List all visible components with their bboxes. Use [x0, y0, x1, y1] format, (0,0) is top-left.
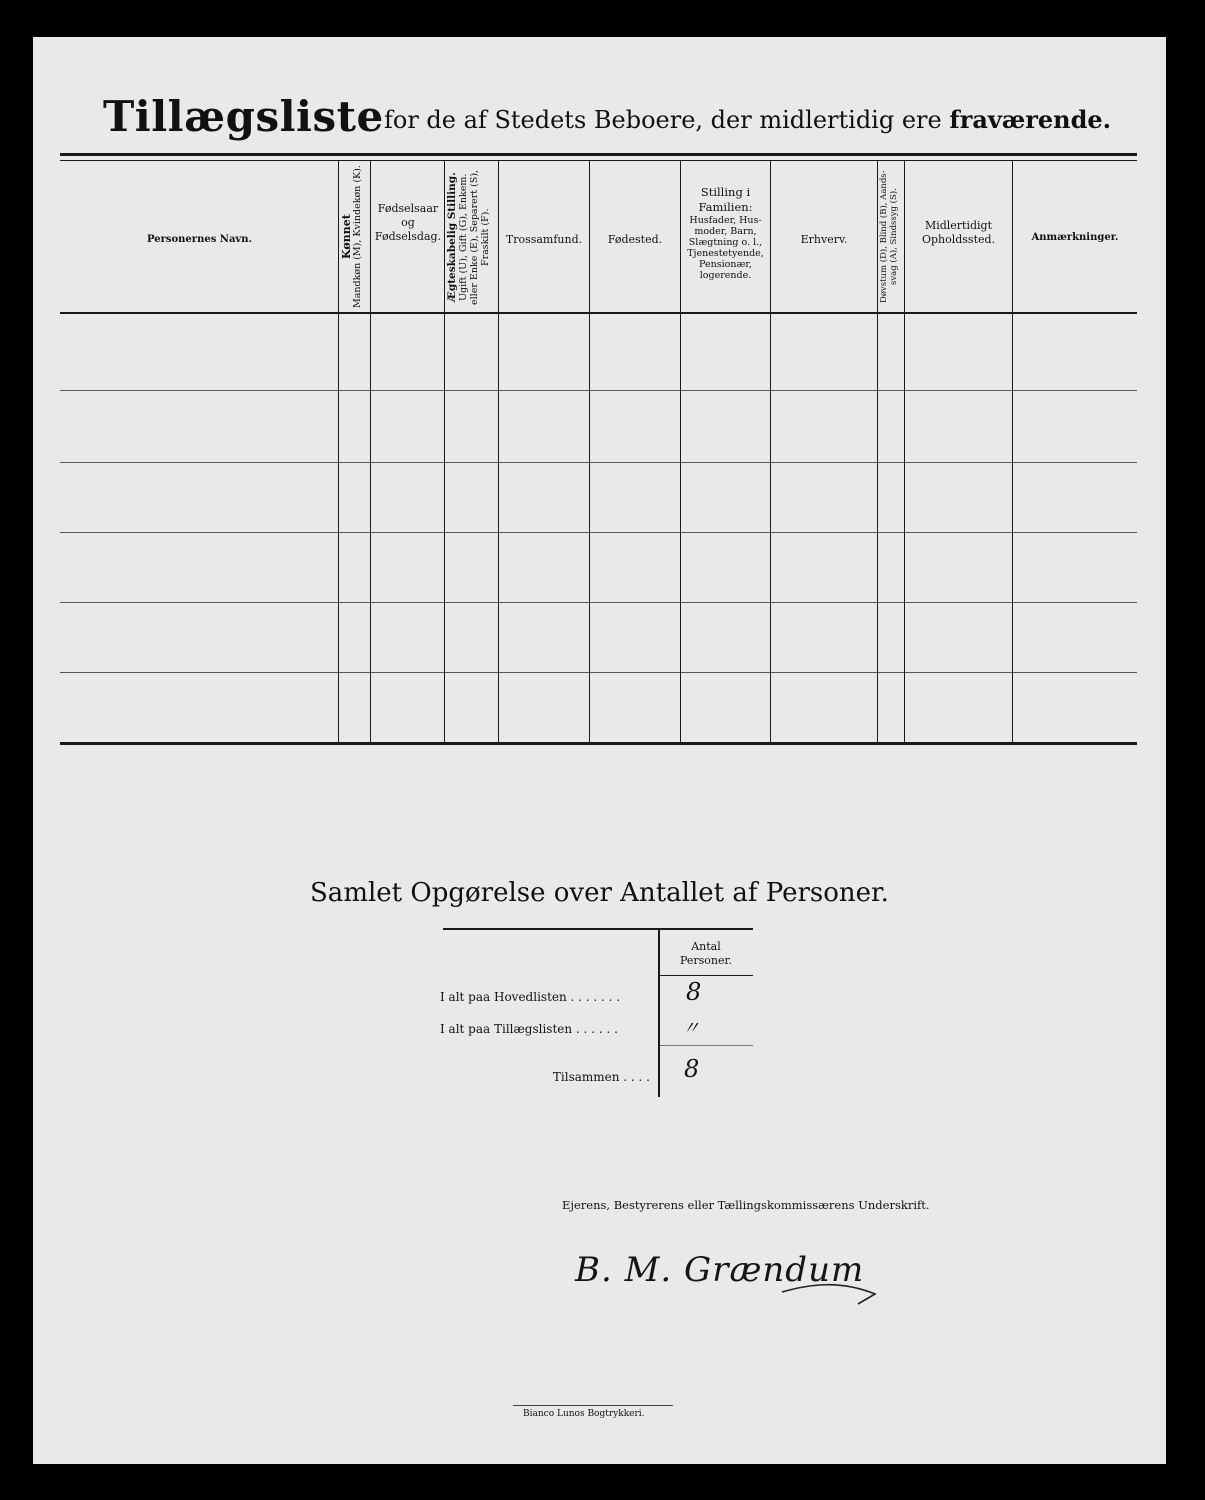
summary-top-rule [443, 928, 753, 930]
sex-header-line2: Mandkøn (M), Kvindekøn (K). [352, 165, 363, 309]
subtitle-bold: fraværende. [949, 105, 1112, 134]
column-divider [1012, 161, 1013, 743]
marital-header-line2: Ugift (U), Gift (G), Enkem. [458, 173, 469, 301]
column-divider [589, 161, 590, 743]
marital-header-line3: eller Enke (E), Separert (S), [469, 169, 480, 305]
family-header-line1: Stilling i [700, 185, 751, 199]
signature-flourish [780, 1270, 890, 1310]
birth-header-line1: Fødselsaar [377, 202, 439, 215]
family-header-line6: Tjenestetyende, [687, 248, 764, 259]
family-header-line2: Familien: [698, 200, 753, 214]
marital-header-line1: Ægteskabelig Stilling. [446, 172, 458, 302]
column-header-birthplace: Fødested. [607, 233, 663, 246]
signature-label: Ejerens, Bestyrerens eller Tællingskommissærens Underskrift. [562, 1198, 930, 1212]
summary-divider [658, 930, 660, 1097]
column-divider [370, 161, 371, 743]
table-top-rule [60, 153, 1137, 156]
summary-column-header [662, 940, 750, 968]
column-header-sex [341, 163, 369, 311]
printer-rule [513, 1405, 673, 1406]
family-header-line4: moder, Barn, [694, 226, 757, 237]
sex-header-line1: Kønnet [340, 214, 353, 260]
column-divider [444, 161, 445, 743]
table-row [60, 532, 1137, 533]
family-header-line5: Slægtning o. l., [688, 237, 763, 248]
birth-header-line3: Fødselsdag. [374, 230, 442, 243]
column-divider [877, 161, 878, 743]
form-title: Tillægsliste [103, 92, 384, 141]
summary-row-value: 8 [684, 1055, 700, 1083]
family-header-line3: Husfader, Hus- [689, 215, 762, 226]
table-top-thin-rule [60, 160, 1137, 161]
column-header-temp-residence [906, 219, 1011, 247]
summary-header-line2: Personer. [679, 954, 733, 967]
birth-header-line2: og [401, 216, 415, 229]
summary-row-label: I alt paa Tillægslisten . . . . . . [440, 1022, 618, 1036]
column-header-occupation: Erhverv. [800, 233, 848, 246]
column-header-birth [372, 202, 444, 244]
table-row [60, 672, 1137, 673]
table-row [60, 602, 1137, 603]
temp-header-line1: Midlertidigt [924, 219, 993, 232]
printer-name: Bianco Lunos Bogtrykkeri. [523, 1409, 645, 1419]
temp-header-line2: Opholdssted. [921, 233, 996, 246]
summary-row-value: 8 [686, 978, 702, 1006]
summary-row-value: 〃 [682, 1018, 700, 1039]
summary-title: Samlet Opgørelse over Antallet af Personer. [310, 878, 889, 908]
table-bottom-rule [60, 742, 1137, 745]
column-divider [904, 161, 905, 743]
column-header-remarks: Anmærkninger. [1031, 232, 1119, 243]
column-divider [498, 161, 499, 743]
table-row [60, 390, 1137, 391]
family-header-line8: logerende. [699, 270, 752, 281]
marital-header-line4: Fraskilt (F). [480, 208, 491, 266]
column-header-marital [446, 163, 497, 311]
column-header-family [682, 185, 769, 281]
table-row [60, 462, 1137, 463]
table-header-bottom-rule [60, 312, 1137, 314]
summary-header-rule [660, 975, 753, 976]
subtitle-plain: for de af Stedets Beboere, der midlertidig ere [384, 106, 942, 134]
disability-header-line2: svag (A), Sindssyg (S). [889, 188, 899, 286]
column-header-disability [879, 163, 903, 311]
family-header-line7: Pensionær, [699, 259, 752, 270]
form-subtitle [384, 105, 1111, 134]
summary-header-line1: Antal [691, 940, 721, 953]
signature: B. M. Grændum [575, 1250, 865, 1290]
column-divider [338, 161, 339, 743]
summary-total-rule [660, 1045, 753, 1046]
summary-row-label: Tilsammen . . . . [552, 1070, 650, 1084]
summary-row-label: I alt paa Hovedlisten . . . . . . . [440, 990, 621, 1004]
column-divider [770, 161, 771, 743]
disability-header-line1: Døvstum (D), Blind (B), Aands- [879, 170, 889, 304]
column-header-name: Personernes Navn. [146, 234, 252, 245]
column-header-religion: Trossamfund. [505, 233, 583, 246]
column-divider [680, 161, 681, 743]
